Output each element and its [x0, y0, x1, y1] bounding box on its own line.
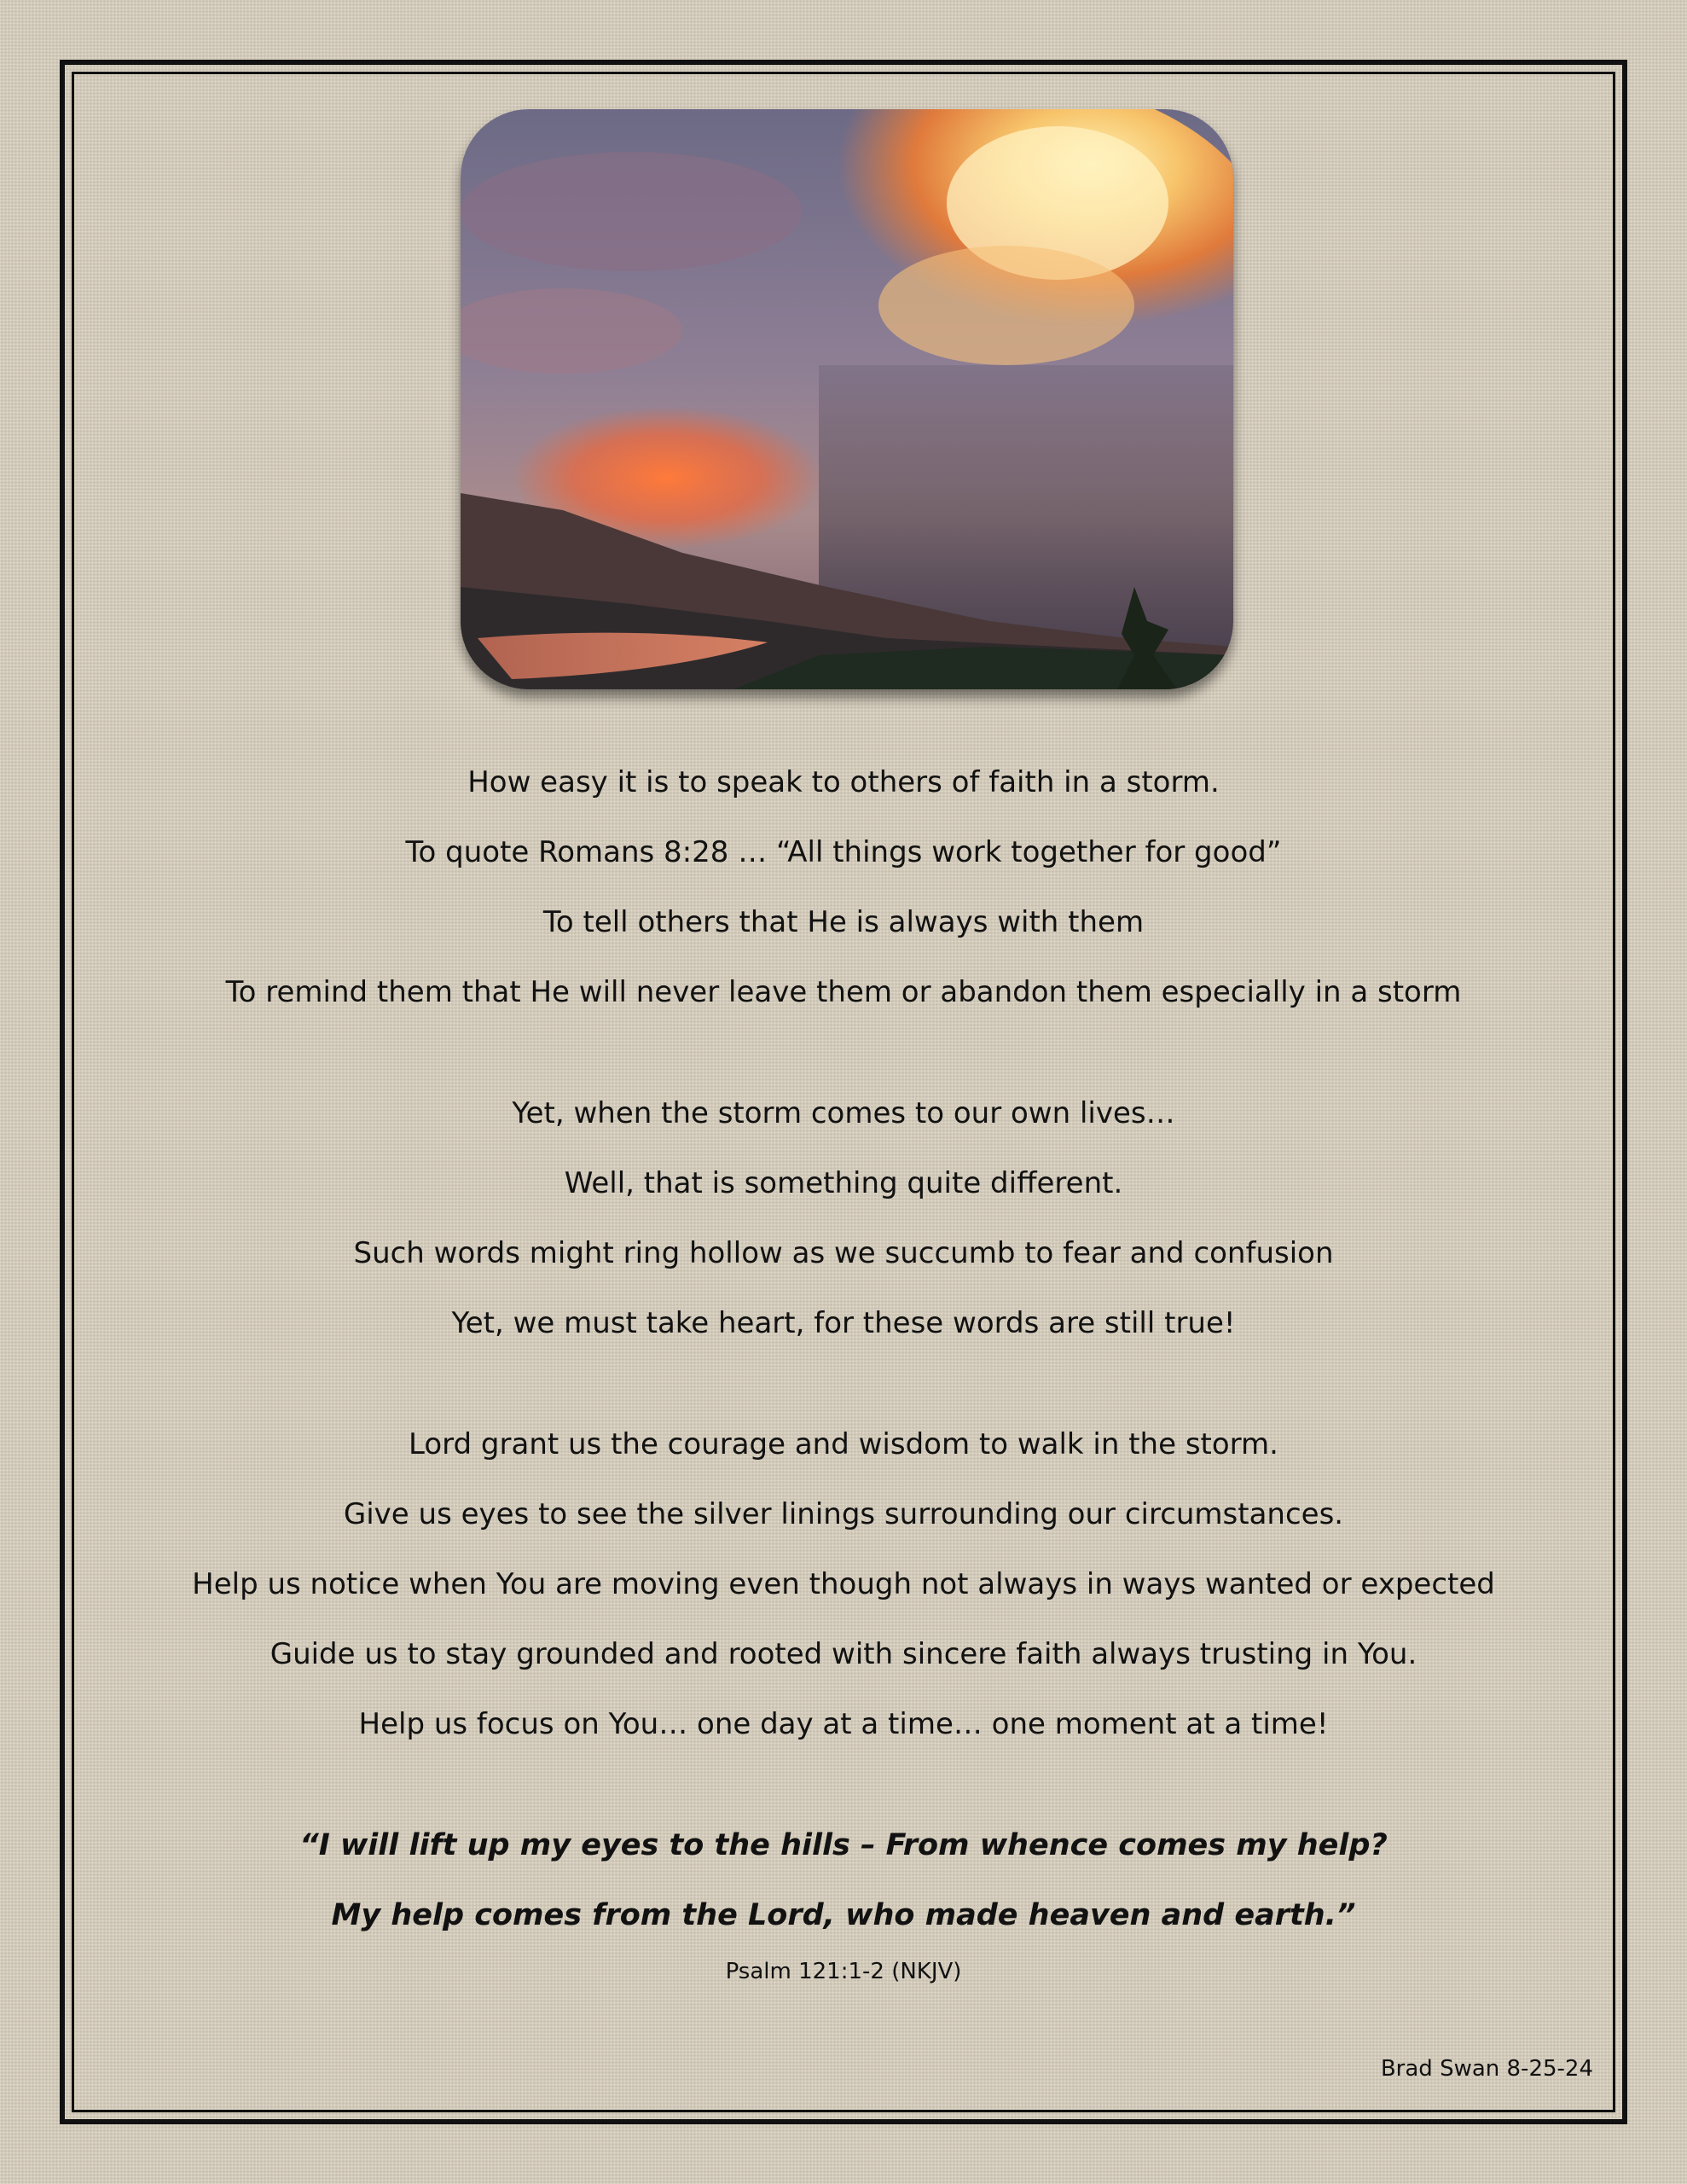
poem-line: Lord grant us the courage and wisdom to walk in the storm.: [409, 1427, 1278, 1461]
scripture-quote-line: My help comes from the Lord, who made heaven and earth.”: [331, 1898, 1356, 1932]
poem-line: Well, that is something quite different.: [564, 1166, 1123, 1200]
poem-line: Give us eyes to see the silver linings surrounding our circumstances.: [343, 1497, 1344, 1531]
poem-line: Yet, we must take heart, for these words are still true!: [451, 1306, 1236, 1340]
author-signature: Brad Swan 8-25-24: [1380, 2056, 1593, 2082]
poem-line: To quote Romans 8:28 … “All things work together for good”: [405, 835, 1282, 869]
stanza-break: [85, 1358, 1602, 1409]
poem-line: Such words might ring hollow as we succumb to fear and confusion: [353, 1236, 1334, 1270]
scripture-reference: Psalm 121:1-2 (NKJV): [725, 1959, 962, 1984]
poem-line: To tell others that He is always with them: [542, 905, 1145, 939]
poem-body: [85, 747, 1602, 1993]
stanza-break: [85, 1759, 1602, 1810]
storm-sunset-photo: [461, 109, 1233, 689]
storm-sunset-image: [461, 109, 1233, 689]
poem-line: Help us notice when You are moving even though not always in ways wanted or expected: [192, 1567, 1495, 1601]
stanza-break: [85, 1027, 1602, 1078]
poem-line: How easy it is to speak to others of faith in a storm.: [467, 765, 1220, 799]
poem-line: To remind them that He will never leave them or abandon them especially in a storm: [225, 975, 1462, 1009]
poem-line: Guide us to stay grounded and rooted with sincere faith always trusting in You.: [270, 1637, 1417, 1671]
poem-line: Yet, when the storm comes to our own lives…: [512, 1096, 1175, 1130]
scripture-quote-line: “I will lift up my eyes to the hills – From whence comes my help?: [299, 1828, 1388, 1862]
poem-line: Help us focus on You… one day at a time… one moment at a time!: [358, 1707, 1329, 1741]
